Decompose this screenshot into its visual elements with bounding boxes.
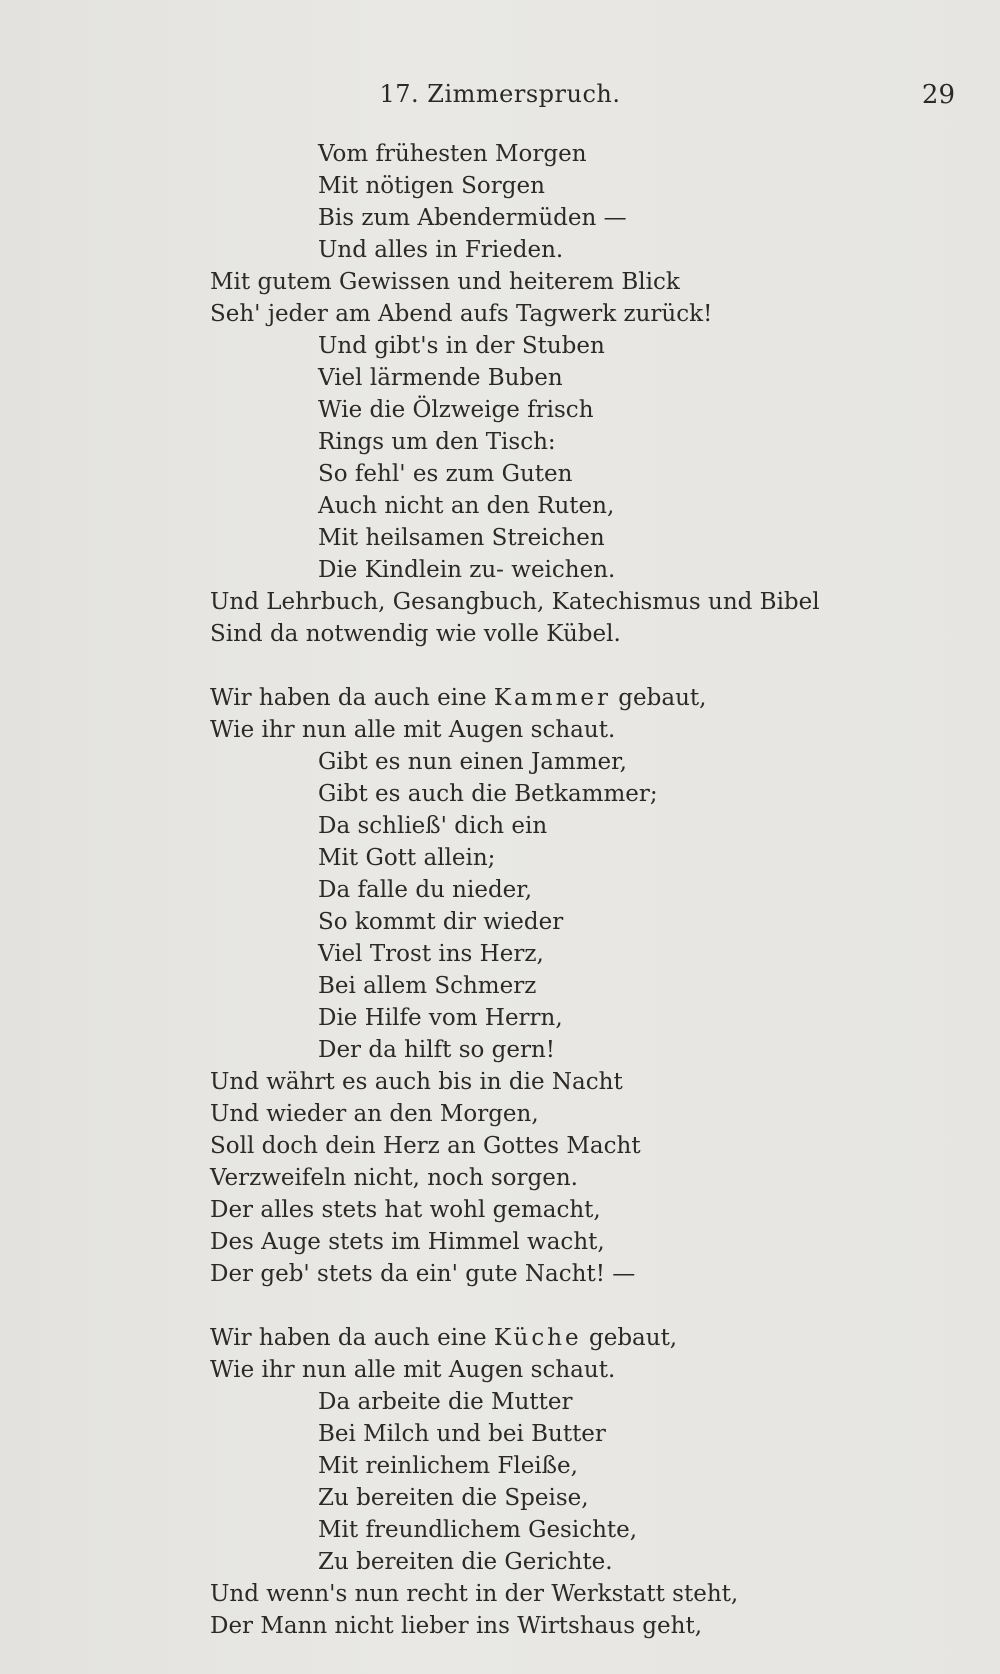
poem-line (0, 1322, 1000, 1354)
poem-line: Vom frühesten Morgen (318, 141, 587, 167)
poem-line: Mit nötigen Sorgen (318, 173, 545, 199)
stanza-break (0, 1290, 1000, 1322)
page-number: 29 (921, 80, 955, 110)
poem-line: Wie ihr nun alle mit Augen schaut. (210, 1357, 616, 1383)
poem-line: Der da hilft so gern! (318, 1037, 556, 1063)
poem-line: Der Mann nicht lieber ins Wirtshaus geht, (210, 1613, 703, 1639)
poem-line: Wie die Ölzweige frisch (318, 397, 594, 423)
poem-text (0, 138, 1000, 1642)
poem-line: Mit reinlichem Fleiße, (318, 1453, 578, 1479)
poem-line: Zu bereiten die Gerichte. (318, 1549, 613, 1575)
emphasized-word: Küche (493, 1325, 582, 1351)
poem-line: Rings um den Tisch: (318, 429, 556, 455)
poem-line: Bis zum Abendermüden — (318, 205, 627, 231)
poem-line: Da falle du nieder, (318, 877, 533, 903)
poem-line: Soll doch dein Herz an Gottes Macht (210, 1133, 641, 1159)
poem-line: Verzweifeln nicht, noch sorgen. (210, 1165, 578, 1191)
running-head-title: 17. Zimmerspruch. (379, 80, 621, 108)
poem-line: Sind da notwendig wie volle Kübel. (210, 621, 621, 647)
poem-line: Und wieder an den Morgen, (210, 1101, 539, 1127)
poem-line-part: gebaut, (611, 685, 707, 711)
poem-line: Mit Gott allein; (318, 845, 496, 871)
stanza-break (0, 650, 1000, 682)
poem-line: Auch nicht an den Ruten, (318, 493, 615, 519)
poem-line-part: gebaut, (581, 1325, 678, 1351)
poem-line: Und alles in Frieden. (318, 237, 564, 263)
poem-line: Viel lärmende Buben (318, 365, 563, 391)
poem-line: Bei allem Schmerz (318, 973, 537, 999)
poem-line: Und währt es auch bis in die Nacht (210, 1069, 623, 1095)
poem-line: Und wenn's nun recht in der Werkstatt steht, (210, 1581, 739, 1607)
poem-line: Zu bereiten die Speise, (318, 1485, 589, 1511)
poem-line: Wie ihr nun alle mit Augen schaut. (210, 717, 616, 743)
poem-line-part: Wir haben da auch eine (210, 685, 494, 711)
emphasized-word: Kammer (493, 685, 611, 711)
poem-line: Mit freundlichem Gesichte, (318, 1517, 638, 1543)
poem-line: Der geb' stets da ein' gute Nacht! — (210, 1261, 636, 1287)
poem-line: So kommt dir wieder (318, 909, 564, 935)
poem-line-part: Wir haben da auch eine (210, 1325, 494, 1351)
poem-line: Des Auge stets im Himmel wacht, (210, 1229, 605, 1255)
poem-line: Gibt es nun einen Jammer, (318, 749, 627, 775)
poem-line: Bei Milch und bei Butter (318, 1421, 606, 1447)
poem-line: Die Kindlein zu- weichen. (318, 557, 616, 583)
poem-line: Seh' jeder am Abend aufs Tagwerk zurück! (210, 301, 713, 327)
poem-line: So fehl' es zum Guten (318, 461, 573, 487)
poem-line: Und Lehrbuch, Gesangbuch, Katechismus und Bibel (210, 589, 820, 615)
poem-line (0, 682, 1000, 714)
poem-line: Der alles stets hat wohl gemacht, (210, 1197, 601, 1223)
poem-line: Mit gutem Gewissen und heiterem Blick (210, 269, 680, 295)
poem-line: Und gibt's in der Stuben (318, 333, 605, 359)
poem-line: Da schließ' dich ein (318, 813, 548, 839)
poem-line: Die Hilfe vom Herrn, (318, 1005, 563, 1031)
poem-line: Da arbeite die Mutter (318, 1389, 573, 1415)
poem-line: Mit heilsamen Streichen (318, 525, 605, 551)
poem-line: Viel Trost ins Herz, (318, 941, 544, 967)
poem-line: Gibt es auch die Betkammer; (318, 781, 658, 807)
